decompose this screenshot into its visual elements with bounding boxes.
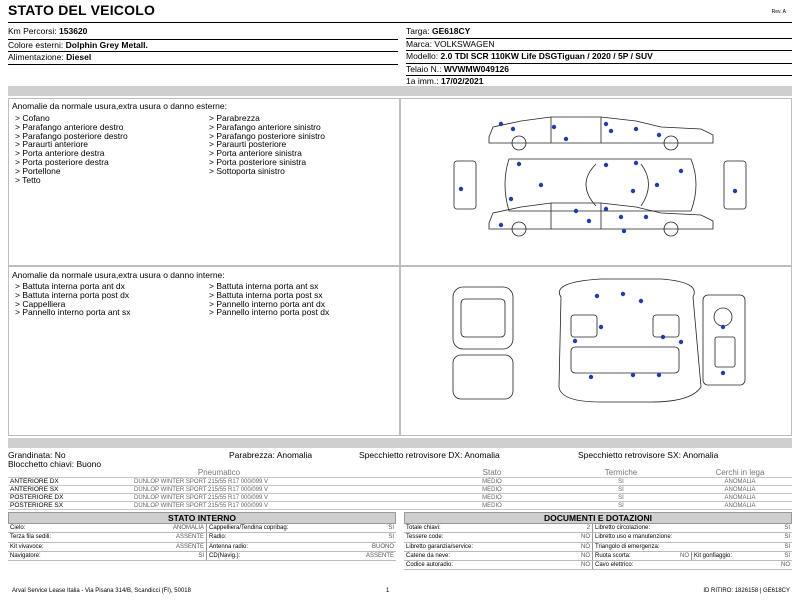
documents-title: DOCUMENTI E DOTAZIONI: [404, 512, 792, 524]
internal-damage-title: Anomalie da normale usura,extra usura o danno interne:: [12, 270, 225, 280]
brand-row: Marca: VOLKSWAGEN: [406, 39, 792, 52]
car-front-outline: [454, 161, 476, 209]
car-interior-diagram: [401, 267, 791, 435]
table-row: ANTERIORE DX DUNLOP WINTER SPORT 215/55 R17 000/099 V MEDIO SI ANOMALIA: [8, 478, 792, 486]
fuel-row: Alimentazione: Diesel: [8, 52, 398, 65]
list-item: > Parabrezza: [209, 113, 260, 123]
damage-markers: [573, 292, 725, 379]
table-row: Terza fila sedili: ASSENTE Radio: SI: [10, 534, 394, 541]
table-row: ANTERIORE SX DUNLOP WINTER SPORT 215/55 R17 000/099 V MEDIO SI ANOMALIA: [8, 486, 792, 494]
list-item: > Paraurti posteriore: [209, 139, 287, 150]
table-row: Kit vivavoce: ASSENTE Antenna radio: BUONO: [10, 543, 394, 550]
list-item: > Porta anteriore sinistra: [209, 148, 302, 159]
list-item: > Battuta interna porta post sx: [209, 289, 323, 300]
plate-row: Targa: GE618CY: [406, 26, 792, 39]
table-row: Catene da neve: NO Ruota scorta: NO Kit gonfiaggio: SI: [406, 553, 790, 560]
external-damage-panel: [8, 98, 400, 266]
internal-status-table: [8, 524, 396, 561]
mirror-left-status: Specchietto retrovisore SX: Anomalia: [578, 450, 719, 460]
list-item: > Cappelliera: [15, 298, 66, 309]
cerchi-header: Cerchi in lega: [688, 467, 792, 478]
termiche-header: Termiche: [554, 467, 688, 478]
header-divider: [8, 22, 792, 23]
table-row: POSTERIORE SX DUNLOP WINTER SPORT 215/55 R17 000/099 V MEDIO SI ANOMALIA: [8, 502, 792, 510]
windshield-status: Parabrezza: Anomalia: [229, 450, 313, 460]
table-row: Libretto garanzia/service: NO Triangolo di emergenza: SI: [406, 543, 790, 550]
list-item: > Tetto: [15, 174, 41, 185]
list-item: > Portellone: [15, 165, 61, 176]
tailgate-outline: [453, 355, 513, 399]
internal-damage-list-2: [209, 282, 399, 317]
table-row: Codice autoradio: NO Cavo elettrico: NO: [406, 562, 790, 569]
revision-label: Rev. A: [771, 9, 786, 15]
vin-row: Telaio N.: WVWMW049126: [406, 64, 792, 77]
list-item: > Porta posteriore destra: [15, 156, 109, 167]
internal-damage-panel: [8, 266, 400, 436]
tyres-table: [8, 467, 792, 510]
page-title: STATO DEL VEICOLO: [8, 2, 156, 18]
list-item: > Cofano: [15, 113, 50, 123]
footer-id: ID RITIRO: 1826158 | GE618CY: [703, 588, 790, 594]
list-item: > Porta anteriore destra: [15, 148, 105, 159]
hail-status: Grandinata: No: [8, 450, 66, 460]
list-item: > Battuta interna porta post dx: [15, 289, 130, 300]
stato-header: Stato: [430, 467, 554, 478]
footer-page-number: 1: [386, 588, 390, 594]
list-item: > Parafango posteriore destro: [15, 130, 128, 141]
car-exterior-diagram: [401, 99, 791, 265]
footer-company: Arval Service Lease Italia - Via Pisana 314/B, Scandicci (FI), 50018: [12, 588, 191, 594]
section-band: [8, 86, 792, 96]
internal-diagram-panel: [400, 266, 792, 436]
table-row: Totale chiavi: 2 Libretto circolazione: SI: [406, 525, 790, 532]
mirror-right-status: Specchietto retrovisore DX: Anomalia: [359, 450, 500, 460]
list-item: > Parafango posteriore sinistro: [209, 130, 325, 141]
km-row: Km Percorsi: 153620: [8, 26, 398, 40]
trunk-outline: [453, 287, 513, 349]
external-damage-list-1: [15, 114, 205, 184]
external-damage-title: Anomalie da normale usura,extra usura o danno esterne:: [12, 101, 227, 111]
list-item: > Sottoporta sinistro: [209, 165, 285, 176]
list-item: > Paraurti anteriore: [15, 139, 88, 150]
external-diagram-panel: [400, 98, 792, 266]
list-item: > Parafango anteriore sinistro: [209, 121, 321, 132]
list-item: > Parafango anteriore destro: [15, 121, 124, 132]
table-row: Cielo: ANOMALIA Cappelliera/Tendina copribag: SI: [10, 525, 394, 532]
car-rear-outline: [724, 161, 746, 209]
list-item: > Battuta interna porta ant dx: [15, 281, 125, 291]
table-row: Navigatore: SI CD(Navig.): ASSENTE: [10, 553, 394, 560]
internal-status-section: [8, 512, 396, 561]
list-item: > Pannello interno porta ant sx: [15, 307, 131, 318]
vehicle-info-right: [406, 26, 792, 89]
vehicle-info-left: [8, 26, 398, 65]
list-item: > Pannello interno porta ant dx: [209, 298, 326, 309]
key-block-status: Blocchetto chiavi: Buono: [8, 459, 102, 469]
tyre-header: Pneumatico: [8, 467, 430, 478]
table-header-row: [8, 467, 792, 478]
external-damage-list-2: [209, 114, 399, 176]
table-row: Tessere code: NO Libretto uso e manutenzione: SI: [406, 534, 790, 541]
documents-section: [404, 512, 792, 570]
internal-damage-list-1: [15, 282, 205, 317]
section-band-2: [8, 438, 792, 448]
list-item: > Pannello interno porta post dx: [209, 307, 330, 318]
registration-row: 1a imm.: 17/02/2021: [406, 76, 792, 89]
color-row: Colore esterni: Dolphin Grey Metall.: [8, 40, 398, 53]
internal-status-title: STATO INTERNO: [8, 512, 396, 524]
model-row: Modello: 2.0 TDI SCR 110KW Life DSGTiguan / 2020 / 5P / SUV: [406, 51, 792, 64]
documents-table: [404, 524, 792, 570]
table-row: POSTERIORE DX DUNLOP WINTER SPORT 215/55 R17 000/099 V MEDIO SI ANOMALIA: [8, 494, 792, 502]
list-item: > Battuta interna porta ant sx: [209, 281, 319, 291]
list-item: > Porta posteriore sinistra: [209, 156, 307, 167]
